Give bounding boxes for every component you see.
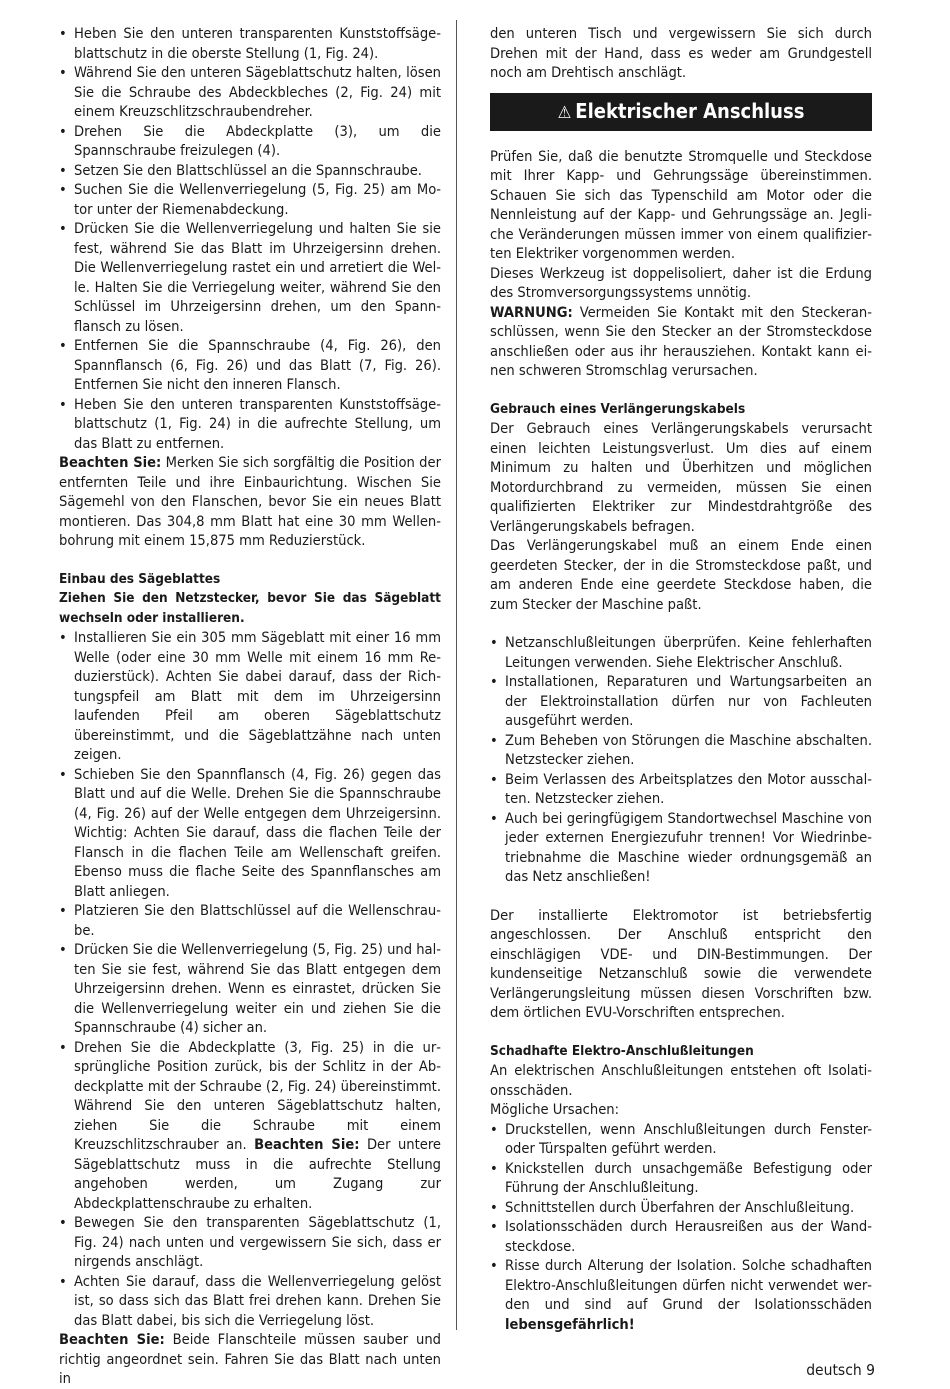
section-title: Gebrauch eines Verlängerungskabels — [490, 400, 746, 417]
paragraph: Das Verlängerungskabel muß an einem Ende einen geerdeten Stecker, der in die Stromsteckdose paßt, und am anderen Ende eine geerdete Steckdose haben, die zum Stecker der Maschine paßt. — [490, 537, 872, 613]
paragraph: Mögliche Ursachen: — [490, 1101, 620, 1118]
warning-paragraph — [490, 303, 872, 381]
note-label: Beachten Sie: — [59, 1331, 165, 1348]
section-subtitle: Ziehen Sie den Netzstecker, bevor Sie das Sägeblatt wechseln oder installieren. — [59, 590, 441, 626]
section-title: Schadhafte Elektro-Anschlußleitungen — [490, 1042, 754, 1059]
list-item: • Bewegen Sie den transparenten Sägeblattschutz (1, Fig. 24) nach unten und vergewissern Sie sich, dass er nirgends anschlägt. — [59, 1213, 441, 1272]
banner-title: Elektrischer Anschluss — [575, 98, 805, 123]
list-item: • Beim Verlassen des Arbeitsplatzes den Motor ausschalten. Netzstecker ziehen. — [490, 770, 872, 809]
left-column — [59, 24, 441, 1389]
list-item: • Druckstellen, wenn Anschlußleitungen durch Fenster- oder Türspalten geführt werden. — [490, 1120, 872, 1159]
list-item: • Installationen, Reparaturen und Wartungsarbeiten an der Elektroinstallation dürfen nur von Fachleuten ausgeführt werden. — [490, 672, 872, 731]
note-label: Beachten Sie: — [59, 454, 162, 471]
list-item: • Heben Sie den unteren transparenten Kunststoffsägeblattschutz (1, Fig. 24) in die aufrechte Stellung, um das Blatt zu entfernen. — [59, 395, 441, 454]
list-item: • Suchen Sie die Wellenverriegelung (5, Fig. 25) am Motor unter der Riemenabdeckung. — [59, 180, 441, 219]
list-item: • Heben Sie den unteren transparenten Kunststoffsägeblattschutz in die oberste Stellung (1, Fig. 24). — [59, 24, 441, 63]
list-item-text: Risse durch Alterung der Isolation. Solche schadhaften Elektro-Anschlußleitungen dürfen nicht verwendet werden und sind auf Grund der Isolationsschäden — [505, 1257, 872, 1313]
section-title: Einbau des Sägeblattes — [59, 570, 221, 587]
list-item: • Knickstellen durch unsachgemäße Befestigung oder Führung der Anschlußleitung. — [490, 1159, 872, 1198]
list-item: • Setzen Sie den Blattschlüssel an die Spannschraube. — [59, 161, 441, 181]
warning-label: WARNUNG: — [490, 303, 573, 321]
section-banner — [490, 93, 872, 131]
list-item-text: Drehen Sie die Abdeckplatte (3, Fig. 25) in die ursprüngliche Position zurück, bis der Schlitz in der Abdeckplatte mit der Schraube (2, Fig. 24) übereinstimmt. Während Sie den unteren Sägeblattschutz halten, ziehen Sie die Schraube mit einem Kreuzschlitzschrauber an. — [74, 1038, 441, 1153]
paragraph: Der installierte Elektromotor ist betriebsfertig angeschlossen. Der Anschluß entspricht den einschlägigen VDE- und DIN-Bestimmungen. Der kundenseitige Netzanschluß sowie die verwendete Verlängerungsleitung müssen diesen Vorschriften bzw. dem örtlichen EVU-Vorschriften entsprechen. — [490, 906, 872, 1021]
list-item — [59, 1038, 441, 1214]
paragraph: Dieses Werkzeug ist doppelisoliert, daher ist die Erdung des Stromversorgungssystems unnötig. — [490, 264, 872, 301]
list-item: • Isolationsschäden durch Herausreißen aus der Wandsteckdose. — [490, 1217, 872, 1256]
note-label: Beachten Sie: — [254, 1136, 360, 1153]
list-item: • Schnittstellen durch Überfahren der Anschlußleitung. — [490, 1198, 872, 1218]
blade-install-list — [59, 628, 441, 1330]
paragraph: Der Gebrauch eines Verlängerungskabels verursacht einen leichten Leistungsverlust. Um dies auf einem Minimum zu halten und Überhitzen und möglichen Motordurchbrand zu vermeiden, müssen Sie einen qualifizierten Elektriker zur Mindestdrahtgröße des Verlängerungskabels befragen. — [490, 420, 872, 535]
continuation-paragraph: den unteren Tisch und vergewissern Sie sich durch Drehen mit der Hand, dass es weder am Grundgestell noch am Drehtisch anschlägt. — [490, 25, 872, 81]
list-item: • Drehen Sie die Abdeckplatte (3), um die Spannschraube freizulegen (4). — [59, 122, 441, 161]
note-paragraph — [59, 453, 441, 551]
paragraph: An elektrischen Anschlußleitungen entstehen oft Isolationsschäden. — [490, 1062, 872, 1099]
column-divider — [456, 20, 457, 1330]
list-item: • Entfernen Sie die Spannschraube (4, Fig. 26), den Spannflansch (6, Fig. 26) und das Blatt (7, Fig. 26). Entfernen Sie nicht den inneren Flansch. — [59, 336, 441, 395]
paragraph: Prüfen Sie, daß die benutzte Stromquelle und Steckdose mit Ihrer Kapp- und Gehrungssäge übereinstimmen. Schauen Sie sich das Typenschild am Motor oder die Nennleistung auf der Kapp- und Gehrungssäge an. Jegliche Veränderungen müssen immer von einem qualifizierten Elektriker vorgenommen werden. — [490, 147, 872, 262]
list-item: • Während Sie den unteren Sägeblattschutz halten, lösen Sie die Schraube des Abdeckbleches (2, Fig. 24) mit einem Kreuzschlitzschraubendreher. — [59, 63, 441, 122]
list-item: • Drücken Sie die Wellenverriegelung und halten Sie sie fest, während Sie das Blatt im Uhrzeigersinn drehen. Die Wellenverriegelung rastet ein und arretiert die Welle. Halten Sie die Verriegelung weiter, während Sie den Schlüssel im Uhrzeigersinn drehen, um den Spannflansch zu lösen. — [59, 219, 441, 336]
list-item: • Achten Sie darauf, dass die Wellenverriegelung gelöst ist, so dass sich das Blatt frei drehen kann. Drehen Sie das Blatt dabei, bis sich die Verriegelung löst. — [59, 1272, 441, 1331]
list-item: • Zum Beheben von Störungen die Maschine abschalten. Netzstecker ziehen. — [490, 731, 872, 770]
emphasis-text: lebensgefährlich! — [505, 1315, 635, 1333]
safety-list — [490, 633, 872, 887]
list-item: • Netzanschlußleitungen überprüfen. Keine fehlerhaften Leitungen verwenden. Siehe Elektrischer Anschluß. — [490, 633, 872, 672]
note-text: Beide Flanschteile müssen sauber und richtig angeordnet sein. Fahren Sie das Blatt nach unten in — [59, 1331, 441, 1387]
causes-list — [490, 1120, 872, 1335]
blade-removal-list — [59, 24, 441, 453]
list-item: • Drücken Sie die Wellenverriegelung (5, Fig. 25) und halten Sie sie fest, während Sie das Blatt entgegen dem Uhrzeigersinn drehen. Wenn es einrastet, drücken Sie die Wellenverriegelung weiter ein und ziehen Sie die Spannschraube (4) sicher an. — [59, 940, 441, 1038]
note-text: Merken Sie sich sorgfältig die Position der entfernten Teile und ihre Einbaurichtung. Wischen Sie Sägemehl von den Flanschen, bevor Sie ein neues Blatt montieren. Das 304,8 mm Blatt hat eine 30 mm Wellenbohrung mit einem 15,875 mm Reduzierstück. — [59, 454, 441, 549]
warning-text: Vermeiden Sie Kontakt mit den Steckeranschlüssen, wenn Sie den Stecker an der Stromsteckdose anschließen oder aus ihr herausziehen. Kontakt kann einen schweren Stromschlag verursachen. — [490, 303, 872, 379]
warning-triangle-icon: ⚠ — [557, 102, 572, 123]
list-item: • Platzieren Sie den Blattschlüssel auf die Wellenschraube. — [59, 901, 441, 940]
list-item — [490, 1256, 872, 1334]
page-number: deutsch 9 — [806, 1361, 875, 1379]
note-text: Der untere Sägeblattschutz muss in die aufrechte Stellung angehoben werden, um Zugang zur Abdeckplattenschraube zu erhalten. — [74, 1136, 442, 1212]
list-item: • Auch bei geringfügigem Standortwechsel Maschine von jeder externen Energiezufuhr trennen! Vor Wiedrinbetriebnahme die Maschine wieder ordnungsgemäß an das Netz anschließen! — [490, 809, 872, 887]
list-item: • Installieren Sie ein 305 mm Sägeblatt mit einer 16 mm Welle (oder eine 30 mm Welle mit einem 16 mm Reduzierstück). Achten Sie dabei darauf, dass der Richtungspfeil am Blatt mit dem im Uhrzeigersinn laufenden Pfeil am oberen Sägeblattschutz übereinstimmt, und die Sägeblattzähne nach unten zeigen. — [59, 628, 441, 765]
list-item: • Schieben Sie den Spannflansch (4, Fig. 26) gegen das Blatt und auf die Welle. Drehen Sie die Spannschraube (4, Fig. 26) auf der Welle entgegen dem Uhrzeigersinn. Wichtig: Achten Sie darauf, dass die flachen Teile der Flansch in die flachen Teile am Wellenschaft greifen. Ebenso muss die flache Seite des Spannflansches am Blatt anliegen. — [59, 765, 441, 902]
right-column — [490, 24, 872, 1334]
note-paragraph — [59, 1330, 441, 1389]
